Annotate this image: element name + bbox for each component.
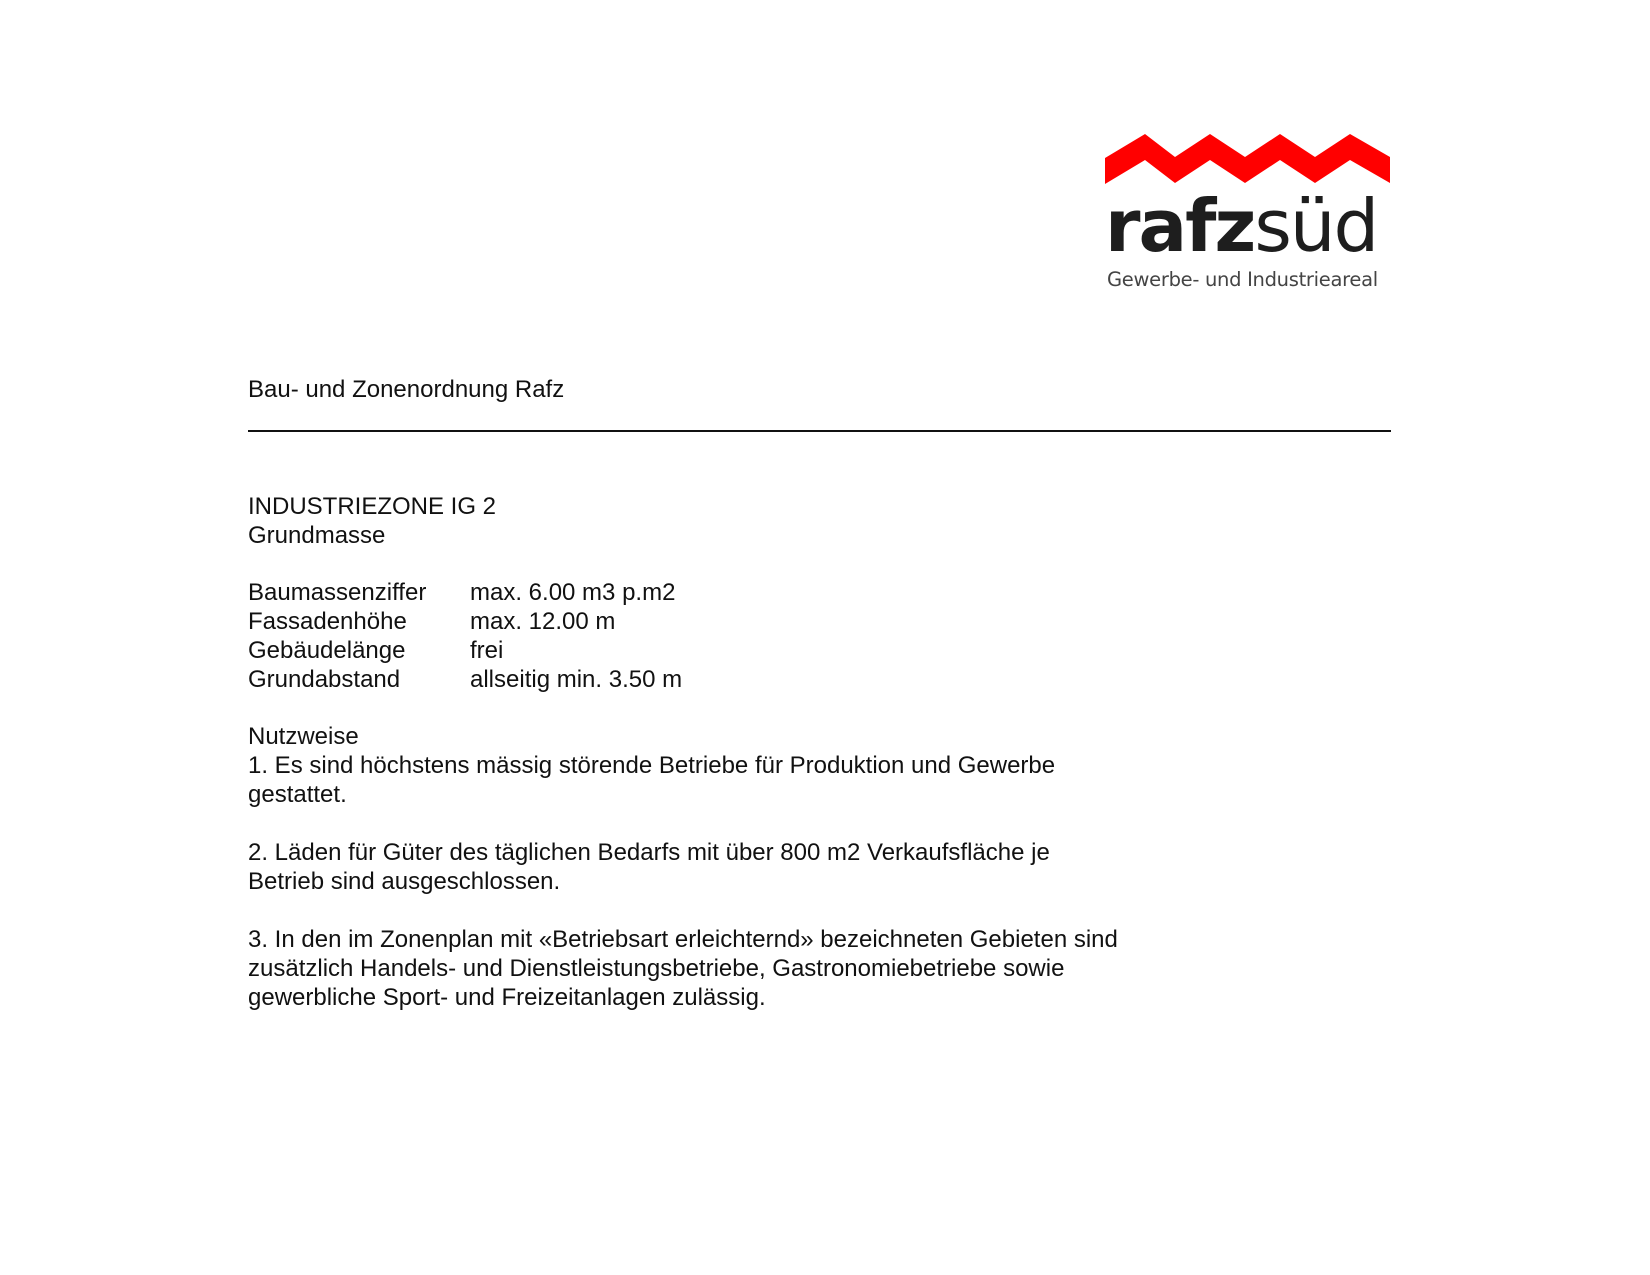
parameter-row (248, 665, 682, 694)
zone-title: INDUSTRIEZONE IG 2 (248, 493, 497, 520)
usage-section (248, 722, 1128, 1041)
parameter-label: Grundabstand (248, 666, 401, 693)
usage-item: 1. Es sind höchstens mässig störende Betriebe für Produktion und Gewerbe gestattet. (248, 752, 1056, 808)
title-divider (248, 430, 1391, 432)
parameter-value: frei (470, 637, 504, 664)
usage-item: 3. In den im Zonenplan mit «Betriebsart erleichternd» bezeichneten Gebieten sind zusätzlich Handels- und Dienstleistungsbetriebe, Gastronomiebetriebe sowie gewerbliche Sport- und Freizeitanlagen zulässig. (248, 926, 1118, 1011)
parameter-row (248, 578, 682, 607)
parameters-table (248, 578, 682, 694)
zone-subtitle: Grundmasse (248, 522, 386, 549)
logo-subtitle: Gewerbe- und Industrieareal (1107, 268, 1378, 291)
parameter-row (248, 636, 682, 665)
rafzsued-logo (1105, 130, 1395, 290)
parameter-row (248, 607, 682, 636)
parameter-label: Baumassenziffer (248, 579, 427, 606)
parameter-value: max. 12.00 m (470, 608, 616, 635)
parameter-value: allseitig min. 3.50 m (470, 666, 683, 693)
roof-zigzag-icon (1105, 130, 1395, 190)
logo-word-light: süd (1254, 184, 1378, 268)
usage-heading: Nutzweise (248, 723, 359, 750)
parameter-label: Fassadenhöhe (248, 608, 407, 635)
parameter-value: max. 6.00 m3 p.m2 (470, 579, 676, 606)
parameter-label: Gebäudelänge (248, 637, 406, 664)
logo-word-bold: rafz (1105, 184, 1255, 268)
document-title: Bau- und Zonenordnung Rafz (248, 376, 565, 403)
usage-item: 2. Läden für Güter des täglichen Bedarfs mit über 800 m2 Verkaufsfläche je Betrieb sind ausgeschlossen. (248, 839, 1050, 895)
logo-wordmark (1105, 184, 1378, 268)
